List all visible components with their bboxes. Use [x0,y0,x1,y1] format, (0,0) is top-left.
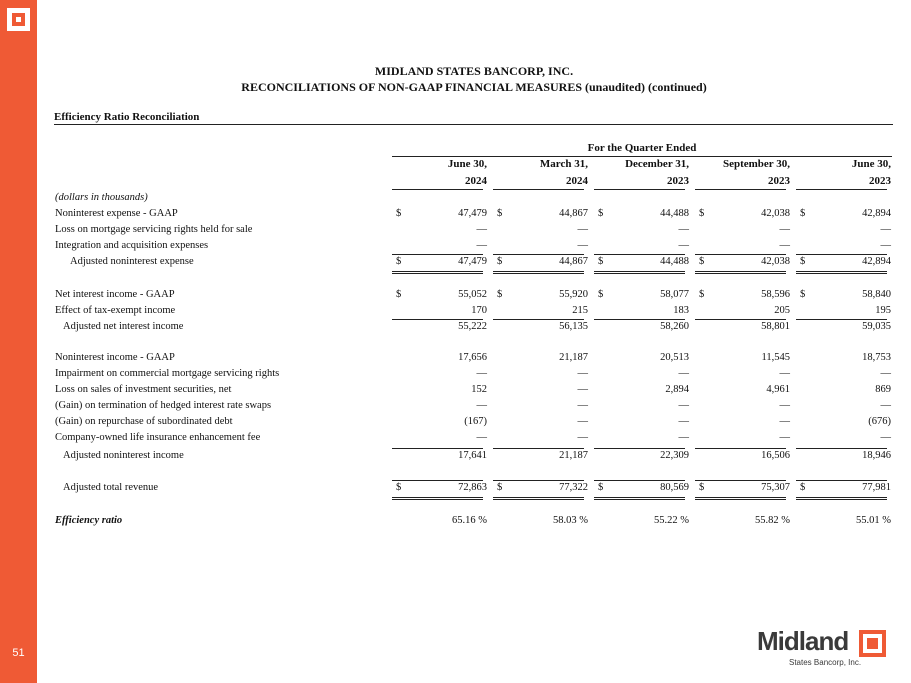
subtotal-rule [796,254,887,255]
value-cell: 55.82 % [755,515,790,526]
currency-symbol: $ [800,208,806,219]
value-cell: 2,894 [665,384,689,395]
row-label: Net interest income - GAAP [55,289,175,300]
total-double-rule [796,497,887,500]
subtotal-rule [796,319,887,320]
value-cell: 869 [875,384,891,395]
value-cell: — [678,224,689,235]
subtotal-rule [493,254,584,255]
section-divider [54,124,893,125]
value-cell: 75,307 [761,482,790,493]
value-cell: 58,260 [660,321,689,332]
subtotal-rule [695,448,786,449]
total-double-rule [695,497,786,500]
brand-name: Midland [757,626,849,656]
value-cell: 55,920 [559,289,588,300]
currency-symbol: $ [699,289,705,300]
subtotal-rule [594,254,685,255]
currency-symbol: $ [800,289,806,300]
currency-symbol: $ [699,482,705,493]
row-label: (Gain) on repurchase of subordinated debt [55,416,233,427]
subtotal-rule [594,480,685,481]
value-cell: — [880,400,891,411]
currency-symbol: $ [699,208,705,219]
column-header-date: September 30, [722,158,790,170]
row-label: Adjusted noninterest expense [70,256,194,267]
value-cell: 59,035 [862,321,891,332]
value-cell: 72,863 [458,482,487,493]
brand-sidebar [0,0,37,683]
value-cell: — [678,416,689,427]
row-label: Integration and acquisition expenses [55,240,209,251]
column-header-rule [493,189,584,190]
subtotal-rule [594,319,685,320]
total-double-rule [392,497,483,500]
value-cell: 58.03 % [553,515,588,526]
row-label: Loss on sales of investment securities, net [55,384,232,395]
total-double-rule [796,271,887,274]
subtotal-rule [493,319,584,320]
value-cell: 42,038 [761,256,790,267]
value-cell: — [779,432,790,443]
currency-symbol: $ [598,289,604,300]
subtotal-rule [392,254,483,255]
value-cell: 42,038 [761,208,790,219]
column-header-year: 2023 [869,175,891,187]
value-cell: 56,135 [559,321,588,332]
value-cell: — [880,368,891,379]
column-header-date: March 31, [539,158,588,170]
row-label: Efficiency ratio [55,515,123,526]
subtotal-rule [695,480,786,481]
midland-mark-icon [859,630,886,657]
value-cell: — [678,400,689,411]
value-cell: 11,545 [761,352,790,363]
units-note: (dollars in thousands) [55,192,148,203]
row-label: Impairment on commercial mortgage servicing rights [55,368,280,379]
value-cell: 58,801 [761,321,790,332]
subtotal-rule [493,448,584,449]
value-cell: — [476,240,487,251]
total-double-rule [392,271,483,274]
value-cell: — [577,400,588,411]
currency-symbol: $ [699,256,705,267]
column-header-rule [796,189,887,190]
value-cell: 55.22 % [654,515,689,526]
subtotal-rule [493,480,584,481]
value-cell: 44,488 [660,256,689,267]
subtotal-rule [392,480,483,481]
value-cell: — [577,416,588,427]
column-header-date: June 30, [447,158,487,170]
column-header-date: December 31, [625,158,689,170]
value-cell: 55,222 [458,321,487,332]
value-cell: 58,077 [660,289,689,300]
value-cell: 44,867 [559,256,588,267]
row-label: Adjusted net interest income [63,321,184,332]
value-cell: — [678,240,689,251]
value-cell: — [476,432,487,443]
value-cell: 47,479 [458,256,487,267]
value-cell: 65.16 % [452,515,487,526]
value-cell: 20,513 [660,352,689,363]
subtotal-rule [392,319,483,320]
value-cell: — [476,224,487,235]
value-cell: — [779,416,790,427]
value-cell: 42,894 [862,208,891,219]
subtotal-rule [695,319,786,320]
value-cell: 22,309 [660,450,689,461]
value-cell: 17,641 [458,450,487,461]
total-double-rule [594,271,685,274]
subtotal-rule [695,254,786,255]
value-cell: 21,187 [559,352,588,363]
value-cell: — [880,432,891,443]
value-cell: 77,981 [862,482,891,493]
row-label: (Gain) on termination of hedged interest rate swaps [55,400,272,411]
section-title: Efficiency Ratio Reconciliation [54,111,200,123]
value-cell: — [880,240,891,251]
value-cell: 18,946 [862,450,891,461]
midland-logo-icon [7,8,30,31]
currency-symbol: $ [497,256,503,267]
report-title: RECONCILIATIONS OF NON-GAAP FINANCIAL MEASURES (unaudited) (continued) [241,80,707,94]
row-label: Noninterest expense - GAAP [55,208,178,219]
value-cell: 21,187 [559,450,588,461]
value-cell: — [779,224,790,235]
column-header-year: 2023 [667,175,689,187]
brand-subtitle: States Bancorp, Inc. [789,658,862,667]
page-number: 51 [12,647,25,659]
column-header-rule [392,189,483,190]
currency-symbol: $ [396,256,402,267]
value-cell: 58,840 [862,289,891,300]
value-cell: 42,894 [862,256,891,267]
column-header-year: 2023 [768,175,790,187]
row-label: Adjusted total revenue [63,482,159,493]
value-cell: (167) [464,416,487,427]
value-cell: 44,488 [660,208,689,219]
value-cell: 47,479 [458,208,487,219]
row-label: Effect of tax-exempt income [55,305,176,316]
value-cell: 205 [774,305,790,316]
value-cell: — [779,368,790,379]
currency-symbol: $ [497,482,503,493]
value-cell: 55.01 % [856,515,891,526]
column-header-date: June 30, [851,158,891,170]
value-cell: — [779,240,790,251]
value-cell: 17,656 [458,352,487,363]
column-header-rule [594,189,685,190]
value-cell: — [678,368,689,379]
value-cell: — [678,432,689,443]
value-cell: — [577,224,588,235]
subtotal-rule [796,448,887,449]
value-cell: 183 [673,305,689,316]
value-cell: — [577,240,588,251]
currency-symbol: $ [800,482,806,493]
currency-symbol: $ [800,256,806,267]
total-double-rule [493,497,584,500]
currency-symbol: $ [598,256,604,267]
subtotal-rule [392,448,483,449]
value-cell: 170 [471,305,487,316]
row-label: Adjusted noninterest income [63,450,184,461]
value-cell: — [476,368,487,379]
row-label: Noninterest income - GAAP [55,352,175,363]
value-cell: 195 [875,305,891,316]
value-cell: — [577,384,588,395]
row-label: Company-owned life insurance enhancement fee [55,432,261,443]
column-header-year: 2024 [465,175,487,187]
value-cell: 215 [572,305,588,316]
period-header: For the Quarter Ended [587,142,697,154]
total-double-rule [695,271,786,274]
value-cell: 80,569 [660,482,689,493]
value-cell: 55,052 [458,289,487,300]
value-cell: 4,961 [766,384,790,395]
value-cell: (676) [868,416,891,427]
subtotal-rule [796,480,887,481]
currency-symbol: $ [598,482,604,493]
value-cell: 16,506 [761,450,790,461]
value-cell: — [577,368,588,379]
value-cell: 58,596 [761,289,790,300]
value-cell: 18,753 [862,352,891,363]
value-cell: 77,322 [559,482,588,493]
column-header-year: 2024 [566,175,588,187]
value-cell: 44,867 [559,208,588,219]
value-cell: 152 [471,384,487,395]
currency-symbol: $ [396,289,402,300]
total-double-rule [493,271,584,274]
value-cell: — [779,400,790,411]
currency-symbol: $ [497,289,503,300]
currency-symbol: $ [396,208,402,219]
company-title: MIDLAND STATES BANCORP, INC. [374,64,574,78]
value-cell: — [577,432,588,443]
column-header-rule [695,189,786,190]
row-label: Loss on mortgage servicing rights held for sale [55,224,253,235]
subtotal-rule [594,448,685,449]
value-cell: — [476,400,487,411]
currency-symbol: $ [598,208,604,219]
value-cell: — [880,224,891,235]
period-header-rule [392,156,892,157]
currency-symbol: $ [396,482,402,493]
currency-symbol: $ [497,208,503,219]
total-double-rule [594,497,685,500]
